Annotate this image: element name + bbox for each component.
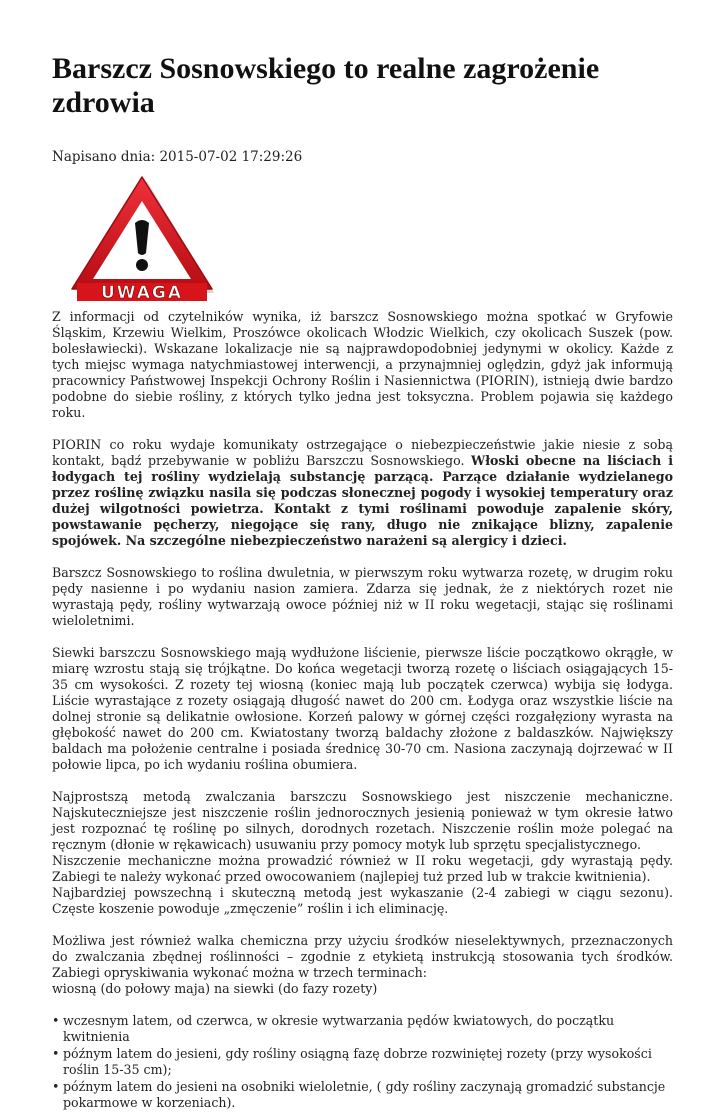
warning-triangle-icon <box>67 175 217 305</box>
publish-date <box>52 149 673 165</box>
article-title: Barszcz Sosnowskiego to realne zagrożenie zdrowia <box>52 52 600 119</box>
paragraph-description: Siewki barszczu Sosnowskiego mają wydłużone liścienie, pierwsze liście początkowo okrągłe, w miarę wzrostu stają się trójkątne. Do końca wegetacji tworzą rozetę o liściach osiągających 15-35 cm wysokości. Z rozety tej wiosną (koniec mają lub początek czerwca) wybija się łodyga. Liście wyrastające z rozety osiągają długość nawet do 200 cm. Łodyga oraz wszystkie liście na dolnej stronie są delikatnie owłosione. Korzeń palowy w górnej części rozgałęziony wyrasta na głębokość nawet do 200 cm. Kwiatostany tworzą baldachy złożone z baldaszków. Największy baldach ma położenie centralne i posiada średnicę 30-70 cm. Nasiona zaczynają dojrzewać w II połowie lipca, po ich wydaniu roślina obumiera. <box>52 645 673 772</box>
date-prefix: Napisano dnia: <box>52 149 160 165</box>
list-item: • późnym latem do jesieni, gdy rośliny osiągną fazę dobrze rozwiniętej rozety (przy wysokości roślin 15-35 cm); <box>52 1046 673 1078</box>
paragraph-chemical: Możliwa jest również walka chemiczna przy użyciu środków nieselektywnych, przeznaczonych do zwalczania zbędnej roślinności – zgodnie z etykietą instrukcją stosowania tych środków. Zabiegi opryskiwania wykonać można w trzech terminach: <box>52 933 673 980</box>
date-value: 2015-07-02 17:29:26 <box>159 149 303 165</box>
paragraph-biennial: Barszcz Sosnowskiego to roślina dwuletnia, w pierwszym roku wytwarza rozetę, w drugim roku pędy nasienne i po wydaniu nasion zamiera. Zdarza się jednak, że z niektórych rozet nie wyrastają pędy, rośliny wytwarzają owoce później niż w II roku wegetacji, stając się roślinami wieloletnimi. <box>52 565 673 628</box>
paragraph-piorin-bold: Włoski obecne na liściach i łodygach tej rośliny wydzielają substancję parzącą. Parzące działanie wydzielanego przez roślinę związku nasila się podczas słonecznej pogody i wysokiej temperatury oraz dużej wilgotności powietrza. Kontakt z tymi roślinami powoduje zapalenie skóry, powstawanie pęcherzy, niegojące się rany, długo nie znikające blizny, zapalenie spojówek. Na szczególne niebezpieczeństwo narażeni są alergicy i dzieci. <box>52 453 674 548</box>
paragraph-mechanical: Najprostszą metodą zwalczania barszczu Sosnowskiego jest niszczenie mechaniczne. Najskuteczniejsze jest niszczenie roślin jednorocznych jesienią ponieważ w tym okresie łatwo jest rozpoznać tę roślinę po silnych, dorodnych rozetach. Niszczenie roślin może polegać na ręcznym (dłonie w rękawicach) usuwaniu przy pomocy motyk lub sprzętu specjalistycznego. <box>52 789 673 852</box>
article <box>52 52 673 1112</box>
list-item: • wczesnym latem, od czerwca, w okresie wytwarzania pędów kwiatowych, do początku kwitnienia <box>52 1013 673 1045</box>
warning-label: UWAGA <box>100 283 184 303</box>
paragraph-piorin-text: PIORIN co roku wydaje komunikaty ostrzegające o niebezpieczeństwie jakie niesie z sobą kontakt, bądź przebywanie w pobliżu Barszczu Sosnowskiego. <box>52 437 673 468</box>
paragraph-piorin <box>52 437 673 549</box>
paragraph-mowing: Najbardziej powszechną i skuteczną metodą jest wykaszanie (2-4 zabiegi w ciągu sezonu). Częste koszenie powoduje „zmęczenie” roślin i ich eliminację. <box>52 885 673 916</box>
paragraph-intro: Z informacji od czytelników wynika, iż barszcz Sosnowskiego można spotkać w Gryfowie Śląskim, Krzewiu Wielkim, Proszówce okolicach Włodzic Wielkich, czy okolicach Suszek (pow. bolesławiecki). Wskazane lokalizacje nie są najprawdopodobniej jedynymi w okolicy. Każde z tych miejsc wymaga natychmiastowej interwencji, a przynajmniej oględzin, gdyż jak informują pracownicy Państwowej Inspekcji Ochrony Roślin i Nasiennictwa (PIORIN), istnieją dwie bardzo podobne do siebie rośliny, z których tylko jedna jest toksyczna. Problem pojawia się każdego roku. <box>52 309 673 420</box>
spray-terms-list <box>52 1013 673 1111</box>
paragraph-spring: wiosną (do połowy maja) na siewki (do fazy rozety) <box>52 981 378 996</box>
list-item: • późnym latem do jesieni na osobniki wieloletnie, ( gdy rośliny zaczynają gromadzić substancje pokarmowe w korzeniach). <box>52 1079 673 1111</box>
paragraph-mechanical-second-year: Niszczenie mechaniczne można prowadzić również w II roku wegetacji, gdy wyrastają pędy. Zabiegi te należy wykonać przed owocowaniem (najlepiej tuż przed lub w trakcie kwitnienia). <box>52 853 673 884</box>
warning-sign-image <box>67 175 217 305</box>
